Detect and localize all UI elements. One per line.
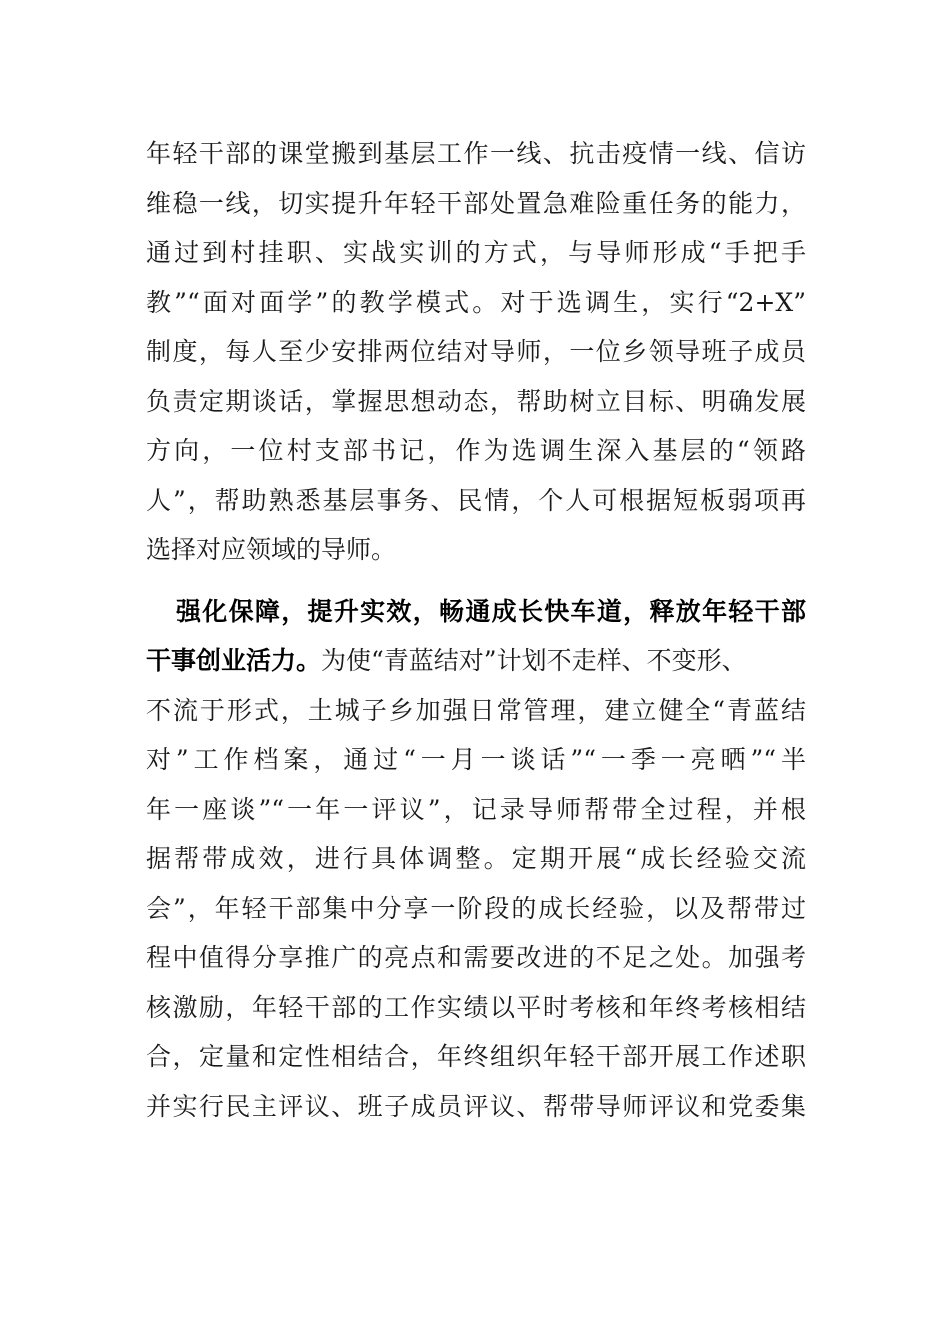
text-line: 年轻干部的课堂搬到基层工作一线、抗击疫情一线、信访 — [146, 139, 806, 168]
text-line: 负责定期谈话，掌握思想动态，帮助树立目标、明确发展 — [146, 387, 806, 416]
text-line: 方向，一位村支部书记，作为选调生深入基层的“领路 — [146, 436, 806, 465]
text-line: 人”，帮助熟悉基层事务、民情，个人可根据短板弱项再 — [146, 486, 806, 515]
text-line: 会”，年轻干部集中分享一阶段的成长经验，以及帮带过 — [146, 894, 806, 923]
paragraph-start: 为使“青蓝结对”计划不走样、不变形、 — [321, 646, 747, 675]
text-line: 选择对应领域的导师。 — [146, 535, 397, 564]
section-heading-tail: 干事创业活力。 — [146, 646, 322, 675]
heading-continuation-line — [146, 641, 806, 681]
text-line: 并实行民主评议、班子成员评议、帮带导师评议和党委集 — [146, 1092, 806, 1121]
text-line: 教”“面对面学”的教学模式。对于选调生，实行“2+X” — [146, 288, 806, 317]
text-line: 核激励，年轻干部的工作实绩以平时考核和年终考核相结 — [146, 993, 806, 1022]
text-line: 合，定量和定性相结合，年终组织年轻干部开展工作述职 — [146, 1042, 806, 1071]
text-line: 对”工作档案，通过“一月一谈话”“一季一亮晒”“半 — [146, 745, 806, 774]
text-line: 维稳一线，切实提升年轻干部处置急难险重任务的能力， — [146, 189, 806, 218]
text-line: 制度，每人至少安排两位结对导师，一位乡领导班子成员 — [146, 337, 806, 366]
text-line: 据帮带成效，进行具体调整。定期开展“成长经验交流 — [146, 844, 806, 873]
text-line: 程中值得分享推广的亮点和需要改进的不足之处。加强考 — [146, 943, 806, 972]
text-line: 不流于形式，土城子乡加强日常管理，建立健全“青蓝结 — [146, 696, 806, 725]
text-line: 年一座谈”“一年一评议”，记录导师帮带全过程，并根 — [146, 795, 806, 824]
section-heading: 强化保障，提升实效，畅通成长快车道，释放年轻干部 — [176, 597, 806, 626]
text-line: 通过到村挂职、实战实训的方式，与导师形成“手把手 — [146, 238, 806, 267]
